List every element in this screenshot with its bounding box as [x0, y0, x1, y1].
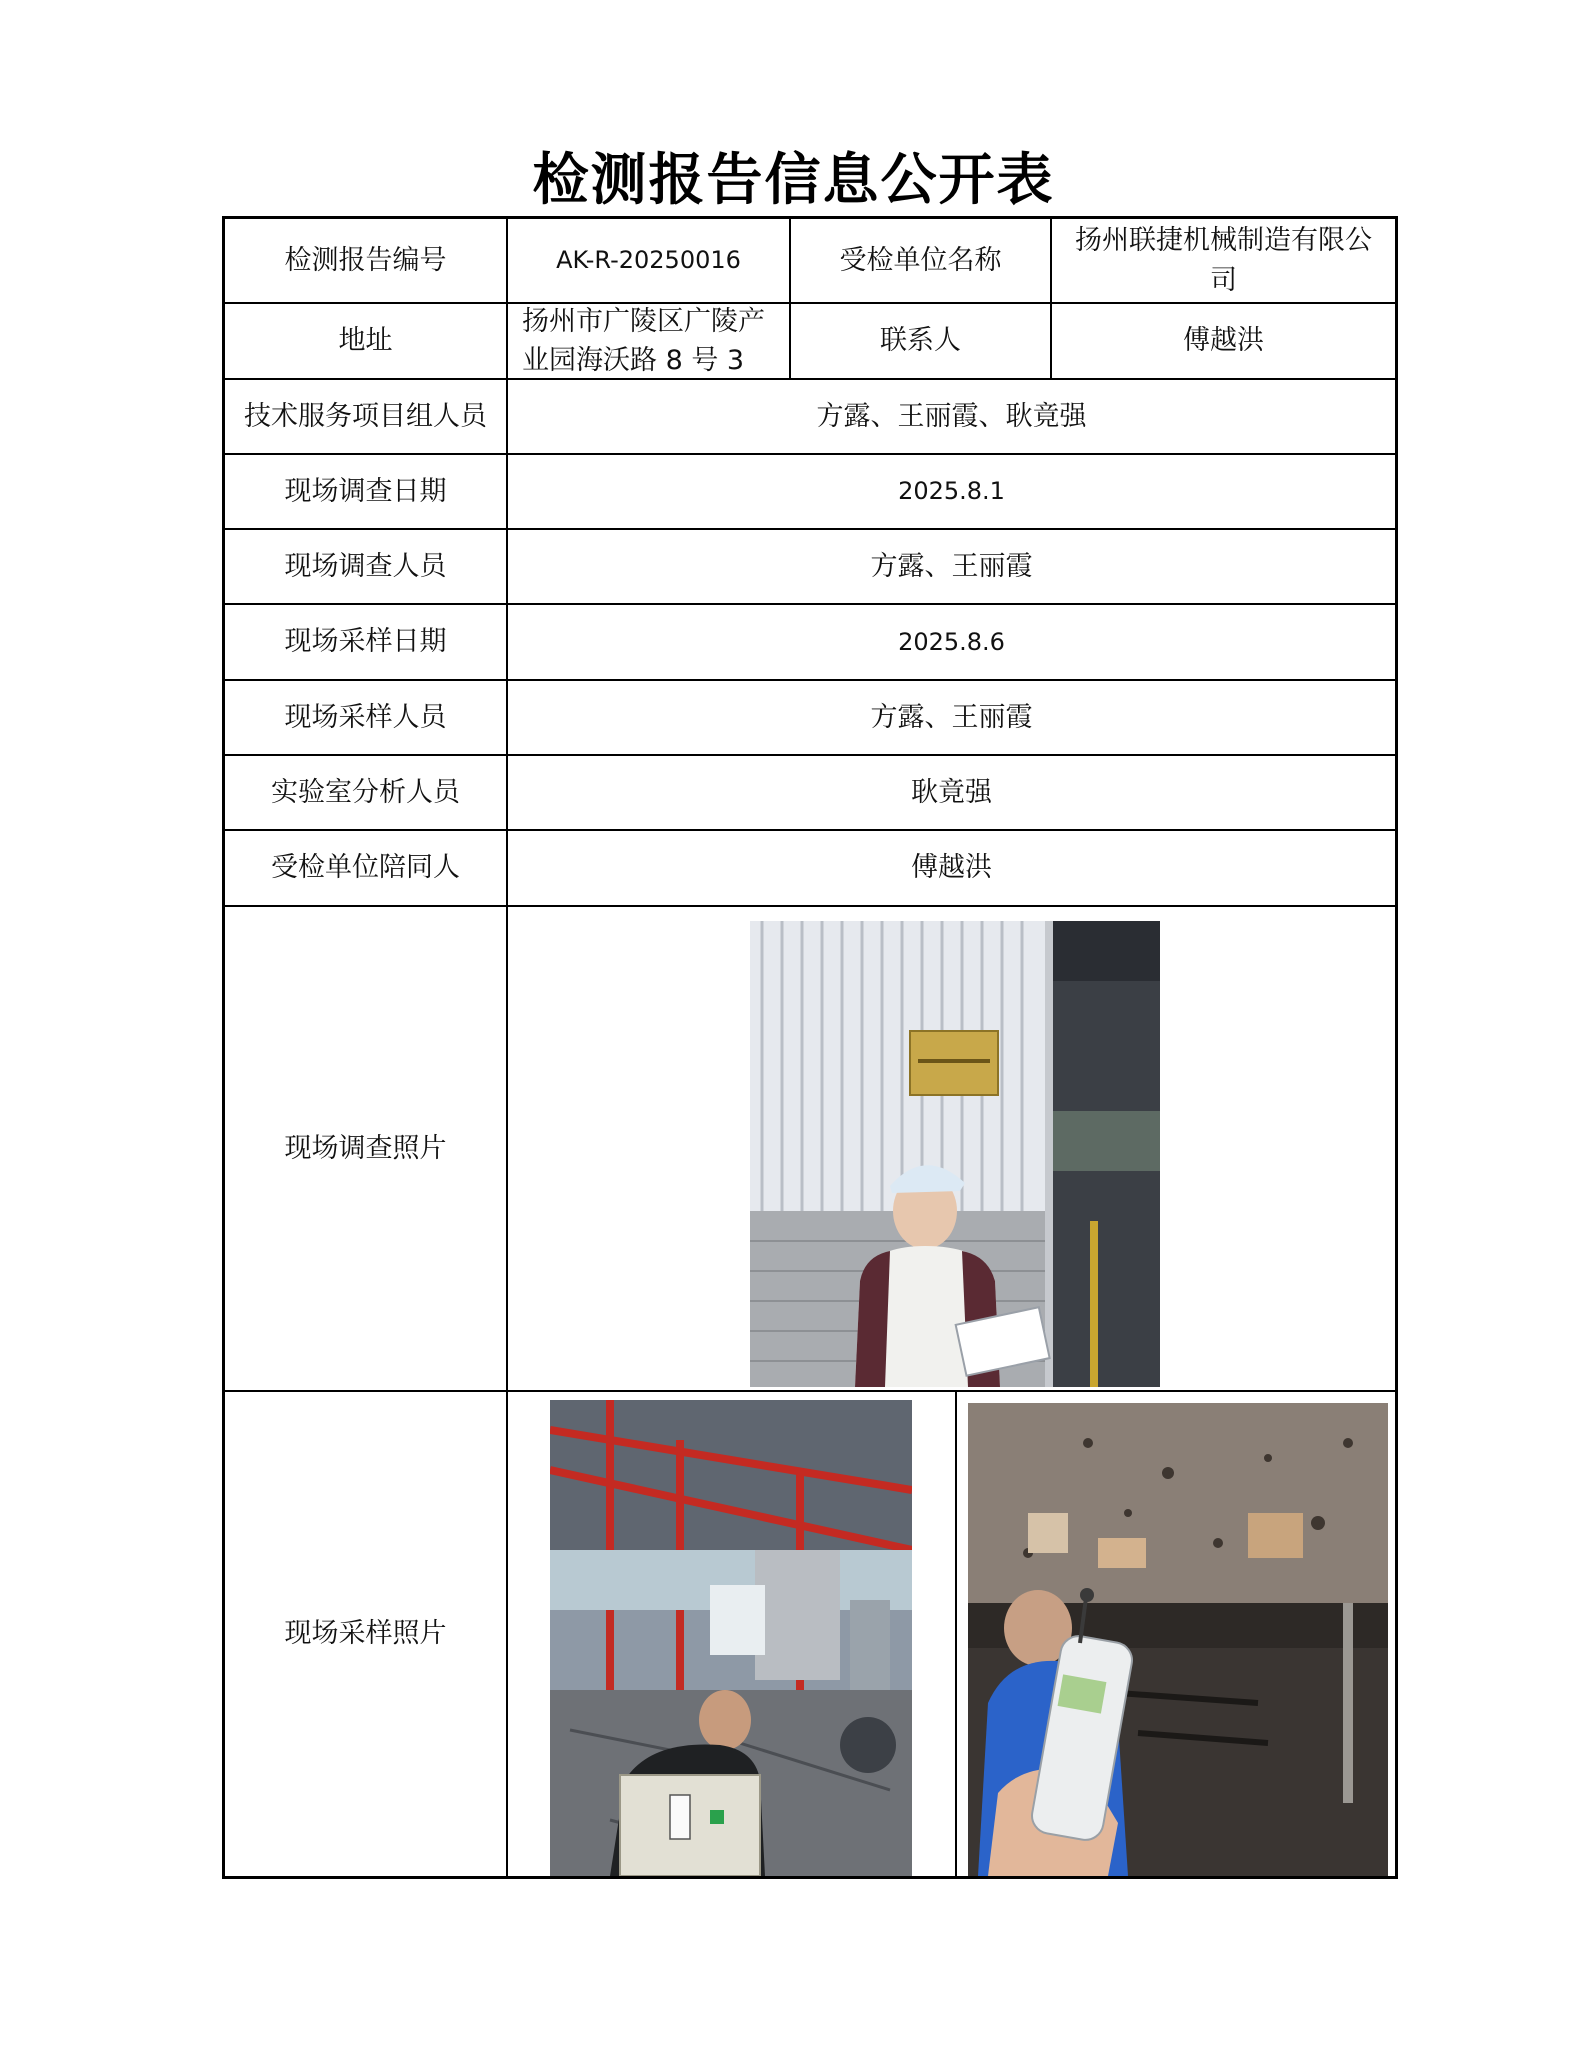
row-value: 耿竟强 [911, 776, 992, 808]
survey-photo [750, 921, 1160, 1387]
row-value: 方露、王丽霞 [870, 550, 1033, 582]
row-value: 2025.8.6 [898, 627, 1005, 656]
sampling-photo-right [968, 1403, 1388, 1876]
row-label: 现场调查人员 [225, 530, 508, 603]
survey-photo-label: 现场调查照片 [225, 907, 508, 1390]
row-label: 实验室分析人员 [225, 756, 508, 829]
row-value: 傅越洪 [911, 852, 992, 884]
report-table [222, 216, 1398, 1879]
table-row-survey-staff [225, 530, 1395, 605]
address-label: 地址 [225, 304, 508, 378]
table-row-survey-date [225, 455, 1395, 530]
address-value: 扬州市广陵区广陵产业园海沃路 8 号 3 [508, 304, 791, 378]
table-row-escort [225, 831, 1395, 907]
table-row-report [225, 219, 1395, 304]
page-title: 检测报告信息公开表 [532, 147, 1055, 213]
row-label: 技术服务项目组人员 [225, 380, 508, 453]
unit-name-value: 扬州联捷机械制造有限公司 [1075, 225, 1372, 296]
table-row-survey-photo [225, 907, 1395, 1392]
contact-value: 傅越洪 [1183, 325, 1264, 357]
row-value: 方露、王丽霞 [870, 701, 1033, 733]
row-label: 现场采样人员 [225, 681, 508, 754]
row-value: 2025.8.1 [898, 477, 1005, 506]
row-label: 现场调查日期 [225, 455, 508, 528]
row-value: 方露、王丽霞、耿竟强 [816, 400, 1087, 432]
table-row-sampling-date [225, 605, 1395, 681]
table-row-sampling-photo [225, 1392, 1395, 1876]
unit-name-label: 受检单位名称 [791, 219, 1052, 302]
row-label: 受检单位陪同人 [225, 831, 508, 905]
report-number-label: 检测报告编号 [225, 219, 508, 302]
row-label: 现场采样日期 [225, 605, 508, 679]
sampling-photo-left [550, 1400, 912, 1876]
table-row-team [225, 380, 1395, 455]
table-row-address [225, 304, 1395, 380]
report-number-value: AK-R-20250016 [508, 219, 791, 302]
contact-label: 联系人 [791, 304, 1052, 378]
table-row-sampling-staff [225, 681, 1395, 756]
sampling-photo-label: 现场采样照片 [225, 1392, 508, 1876]
table-row-lab-staff [225, 756, 1395, 831]
